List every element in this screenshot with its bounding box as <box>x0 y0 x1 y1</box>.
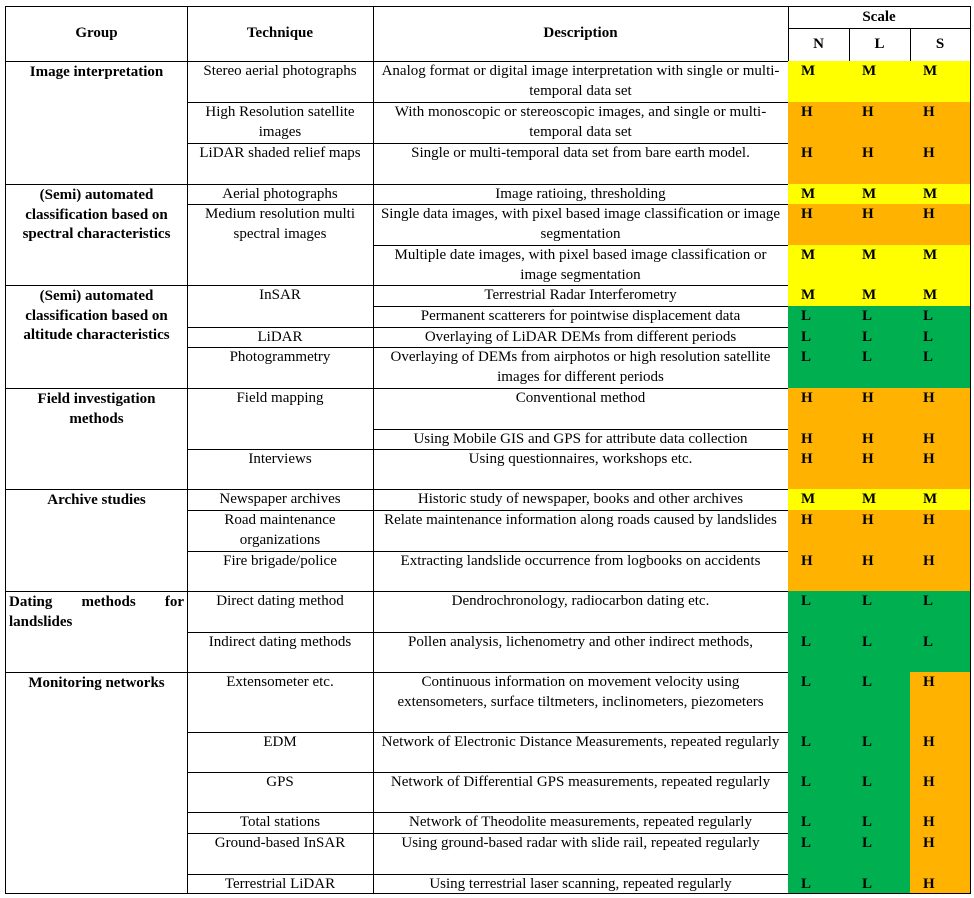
technique-cell: Terrestrial LiDAR <box>187 874 374 894</box>
description-cell: Using Mobile GIS and GPS for attribute data collection <box>373 429 789 450</box>
scale-s-cell: H <box>910 833 971 875</box>
technique-cell: Direct dating method <box>187 591 374 633</box>
description-cell: Network of Electronic Distance Measurements, repeated regularly <box>373 732 789 773</box>
group-cell: Dating methods for landslides <box>5 591 188 673</box>
scale-s-cell: L <box>910 327 971 348</box>
technique-cell: EDM <box>187 732 374 773</box>
scale-s-cell: L <box>910 632 971 673</box>
description-cell: Analog format or digital image interpretation with single or multi-temporal data set <box>373 61 789 103</box>
scale-s-cell: H <box>910 204 971 246</box>
technique-cell: InSAR <box>187 285 374 328</box>
scale-l-cell: H <box>849 388 911 430</box>
scale-l-cell: L <box>849 672 911 733</box>
technique-cell: Indirect dating methods <box>187 632 374 673</box>
scale-n-cell: H <box>788 204 850 246</box>
description-cell: Permanent scatterers for pointwise displacement data <box>373 306 789 328</box>
scale-n-cell: L <box>788 347 850 389</box>
scale-l-cell: M <box>849 184 911 205</box>
scale-l-cell: L <box>849 772 911 813</box>
scale-l-cell: L <box>849 306 911 328</box>
scale-n-cell: L <box>788 874 850 894</box>
description-cell: Image ratioing, thresholding <box>373 184 789 205</box>
scale-n-cell: L <box>788 632 850 673</box>
technique-cell: Newspaper archives <box>187 489 374 511</box>
scale-s-cell: H <box>910 510 971 552</box>
scale-l-cell: H <box>849 429 911 450</box>
description-cell: Relate maintenance information along roads caused by landslides <box>373 510 789 552</box>
scale-n-cell: H <box>788 510 850 552</box>
scale-n-cell: L <box>788 327 850 348</box>
scale-n-cell: H <box>788 388 850 430</box>
technique-cell: GPS <box>187 772 374 813</box>
scale-s-cell: M <box>910 245 971 286</box>
scale-n-cell: L <box>788 812 850 834</box>
scale-s-cell: M <box>910 489 971 511</box>
scale-s-cell: M <box>910 61 971 103</box>
scale-l-cell: H <box>849 102 911 144</box>
technique-cell: Ground-based InSAR <box>187 833 374 875</box>
scale-n-cell: L <box>788 306 850 328</box>
scale-n-cell: L <box>788 591 850 633</box>
scale-l-cell: M <box>849 61 911 103</box>
header-scale-s: S <box>910 28 971 62</box>
technique-cell: Fire brigade/police <box>187 551 374 592</box>
scale-l-cell: L <box>849 874 911 894</box>
scale-s-cell: M <box>910 285 971 307</box>
technique-cell: Extensometer etc. <box>187 672 374 733</box>
scale-l-cell: H <box>849 449 911 490</box>
description-cell: Pollen analysis, lichenometry and other indirect methods, <box>373 632 789 673</box>
scale-s-cell: L <box>910 347 971 389</box>
scale-l-cell: L <box>849 327 911 348</box>
technique-cell: Field mapping <box>187 388 374 450</box>
scale-s-cell: H <box>910 732 971 773</box>
description-cell: Continuous information on movement velocity using extensometers, surface tiltmeters, inclinometers, piezometers <box>373 672 789 733</box>
scale-l-cell: H <box>849 204 911 246</box>
description-cell: Using questionnaires, workshops etc. <box>373 449 789 490</box>
technique-cell: Medium resolution multi spectral images <box>187 204 374 286</box>
technique-cell: Photogrammetry <box>187 347 374 389</box>
description-cell: Network of Differential GPS measurements, repeated regularly <box>373 772 789 813</box>
scale-l-cell: H <box>849 551 911 592</box>
scale-n-cell: M <box>788 489 850 511</box>
technique-cell: High Resolution satellite images <box>187 102 374 144</box>
technique-cell: LiDAR shaded relief maps <box>187 143 374 185</box>
scale-n-cell: L <box>788 772 850 813</box>
description-cell: Single data images, with pixel based image classification or image segmentation <box>373 204 789 246</box>
scale-l-cell: L <box>849 591 911 633</box>
header-group: Group <box>5 6 188 62</box>
description-cell: Overlaying of DEMs from airphotos or high resolution satellite images for different periods <box>373 347 789 389</box>
scale-s-cell: H <box>910 874 971 894</box>
description-cell: Using terrestrial laser scanning, repeated regularly <box>373 874 789 894</box>
scale-s-cell: H <box>910 388 971 430</box>
scale-l-cell: M <box>849 245 911 286</box>
scale-s-cell: H <box>910 143 971 185</box>
scale-n-cell: H <box>788 551 850 592</box>
scale-n-cell: M <box>788 285 850 307</box>
group-cell: Archive studies <box>5 489 188 592</box>
scale-n-cell: M <box>788 245 850 286</box>
group-cell: Field investigation methods <box>5 388 188 490</box>
technique-cell: LiDAR <box>187 327 374 348</box>
description-cell: Overlaying of LiDAR DEMs from different periods <box>373 327 789 348</box>
group-cell: Monitoring networks <box>5 672 188 894</box>
scale-n-cell: H <box>788 429 850 450</box>
description-cell: Network of Theodolite measurements, repeated regularly <box>373 812 789 834</box>
description-cell: Extracting landslide occurrence from logbooks on accidents <box>373 551 789 592</box>
description-cell: Terrestrial Radar Interferometry <box>373 285 789 307</box>
scale-s-cell: H <box>910 551 971 592</box>
scale-l-cell: H <box>849 510 911 552</box>
scale-n-cell: L <box>788 833 850 875</box>
scale-s-cell: H <box>910 672 971 733</box>
scale-s-cell: L <box>910 306 971 328</box>
scale-l-cell: L <box>849 347 911 389</box>
header-technique: Technique <box>187 6 374 62</box>
description-cell: Single or multi-temporal data set from bare earth model. <box>373 143 789 185</box>
scale-s-cell: H <box>910 102 971 144</box>
description-cell: With monoscopic or stereoscopic images, and single or multi-temporal data set <box>373 102 789 144</box>
scale-n-cell: L <box>788 672 850 733</box>
scale-n-cell: H <box>788 143 850 185</box>
scale-s-cell: H <box>910 812 971 834</box>
description-cell: Multiple date images, with pixel based image classification or image segmentation <box>373 245 789 286</box>
scale-l-cell: M <box>849 285 911 307</box>
scale-n-cell: M <box>788 61 850 103</box>
scale-s-cell: H <box>910 772 971 813</box>
scale-l-cell: H <box>849 143 911 185</box>
scale-n-cell: L <box>788 732 850 773</box>
scale-l-cell: M <box>849 489 911 511</box>
description-cell: Historic study of newspaper, books and other archives <box>373 489 789 511</box>
scale-s-cell: M <box>910 184 971 205</box>
scale-n-cell: H <box>788 449 850 490</box>
scale-n-cell: H <box>788 102 850 144</box>
scale-n-cell: M <box>788 184 850 205</box>
technique-cell: Total stations <box>187 812 374 834</box>
technique-cell: Aerial photographs <box>187 184 374 205</box>
scale-s-cell: L <box>910 591 971 633</box>
scale-l-cell: L <box>849 632 911 673</box>
group-cell: Image interpretation <box>5 61 188 185</box>
description-cell: Dendrochronology, radiocarbon dating etc. <box>373 591 789 633</box>
header-scale-l: L <box>849 28 911 62</box>
header-scale-n: N <box>788 28 850 62</box>
description-cell: Conventional method <box>373 388 789 430</box>
header-scale: Scale <box>788 6 971 29</box>
scale-l-cell: L <box>849 833 911 875</box>
scale-l-cell: L <box>849 732 911 773</box>
group-cell: (Semi) automated classification based on spectral characteristics <box>5 184 188 286</box>
description-cell: Using ground-based radar with slide rail, repeated regularly <box>373 833 789 875</box>
scale-s-cell: H <box>910 449 971 490</box>
technique-cell: Stereo aerial photographs <box>187 61 374 103</box>
scale-l-cell: L <box>849 812 911 834</box>
group-cell: (Semi) automated classification based on altitude characteristics <box>5 285 188 389</box>
technique-cell: Interviews <box>187 449 374 490</box>
technique-cell: Road maintenance organizations <box>187 510 374 552</box>
scale-s-cell: H <box>910 429 971 450</box>
header-description: Description <box>373 6 789 62</box>
